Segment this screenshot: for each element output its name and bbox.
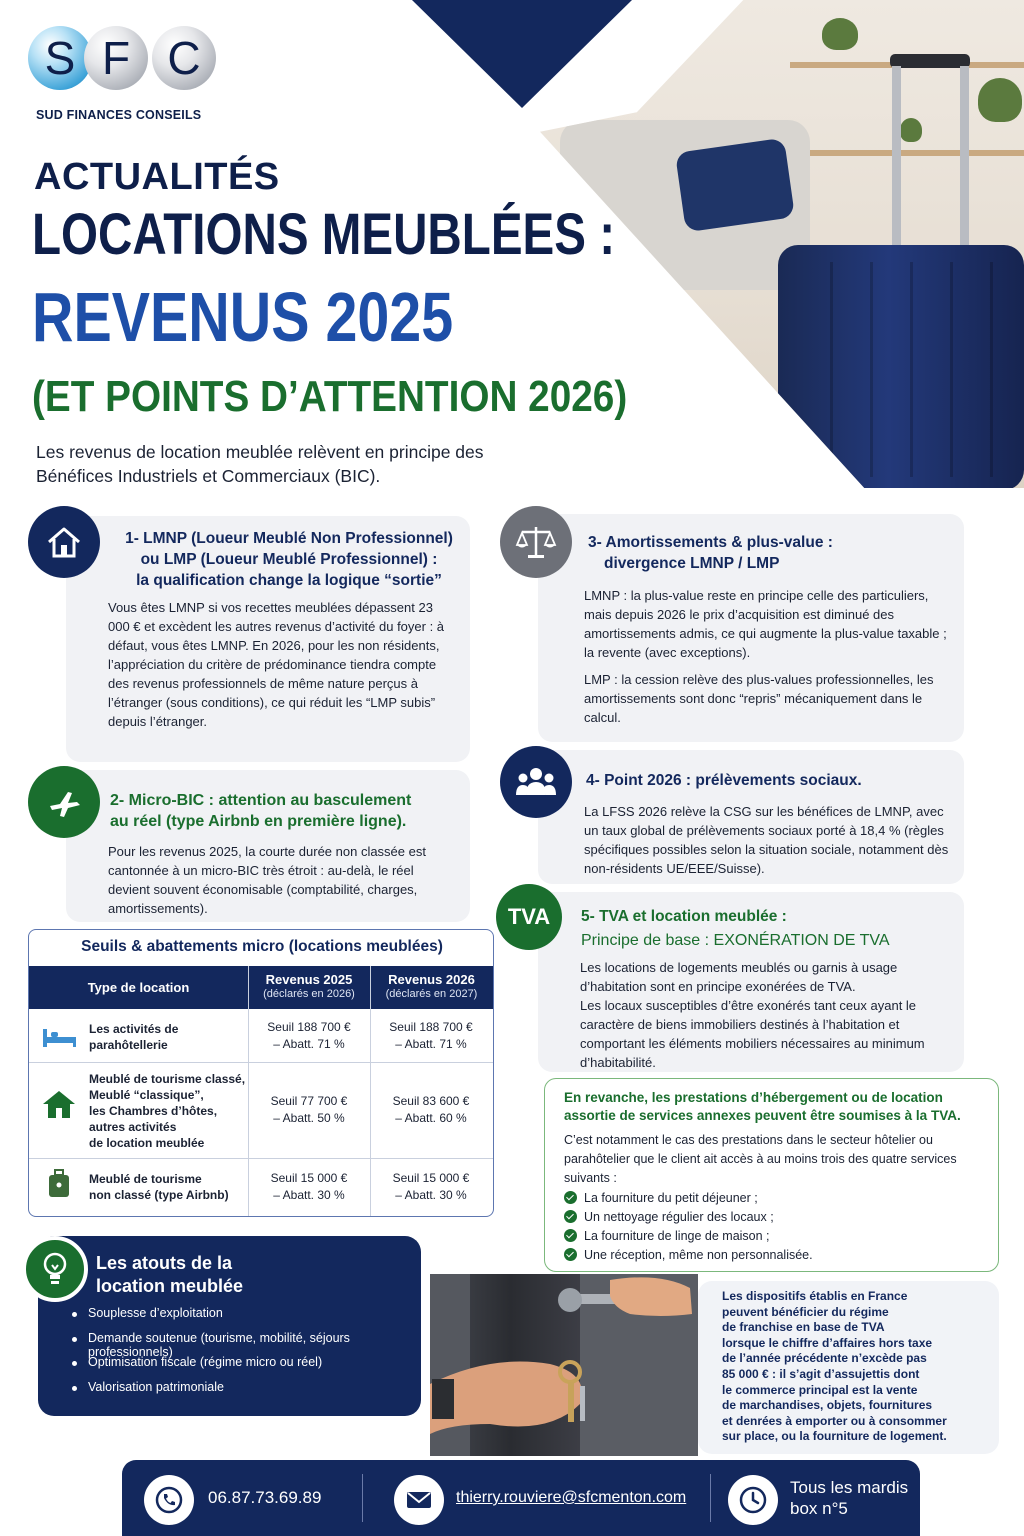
hand-key-illustration xyxy=(430,1274,698,1456)
header-sub: (déclarés en 2027) xyxy=(385,988,478,1000)
value-2025 xyxy=(248,1170,370,1204)
row-type xyxy=(89,1171,229,1203)
list-item xyxy=(564,1246,984,1265)
list-item: Optimisation fiscale (régime micro ou réel) xyxy=(88,1355,421,1380)
page-subtitle: (ET POINTS D’ATTENTION 2026) xyxy=(32,372,628,421)
lightbulb-icon xyxy=(22,1236,88,1302)
check-icon xyxy=(564,1191,577,1204)
services-list xyxy=(564,1189,984,1265)
decorative-triangle xyxy=(412,0,632,108)
value-line: – Abatt. 30 % xyxy=(273,1188,345,1202)
phone-icon xyxy=(144,1475,194,1525)
table-title: Seuils & abattements micro (locations meublées) xyxy=(81,938,443,955)
schedule xyxy=(790,1477,908,1519)
value-line: Seuil 15 000 € xyxy=(392,1171,470,1185)
suitcase-ridge xyxy=(990,262,993,477)
text-line: et denrées à emporter ou à consommer xyxy=(722,1413,947,1428)
suitcase-ridge xyxy=(830,262,833,477)
title-line: 2- Micro-BIC : attention au basculement xyxy=(110,792,412,809)
schedule-line: Tous les mardis xyxy=(790,1478,909,1497)
title-line: au réel (type Airbnb en première ligne). xyxy=(110,813,407,830)
text-line: Les dispositifs établis en France xyxy=(722,1289,908,1303)
item-label: Un nettoyage régulier des locaux ; xyxy=(584,1210,774,1224)
advantages-title xyxy=(96,1252,243,1298)
value-line: Seuil 188 700 € xyxy=(389,1020,473,1034)
brand-name: SUD FINANCES CONSEILS xyxy=(36,108,202,122)
footer-divider xyxy=(710,1474,711,1522)
type-line: de location meublée xyxy=(89,1136,205,1150)
logo xyxy=(28,26,228,96)
airplane-icon xyxy=(28,766,100,838)
check-icon xyxy=(564,1229,577,1242)
intro-text: Les revenus de location meublée relèvent en principe des Bénéfices Industriels et Commerciaux (BIC). xyxy=(36,442,484,486)
text-line: de franchise en base de TVA xyxy=(722,1320,885,1335)
advantages-list xyxy=(88,1306,421,1404)
paragraph: LMNP : la plus-value reste en principe celle des particuliers, mais depuis 2026 le prix d’acquisition est diminué des amortissements admis, ce qui augmente la plus-value taxable ; la revente (avec exceptions). xyxy=(584,588,947,660)
scale-icon xyxy=(500,506,572,578)
list-item: Valorisation patrimoniale xyxy=(88,1380,421,1405)
type-line: Les activités de xyxy=(89,1022,179,1036)
item-label: La fourniture du petit déjeuner ; xyxy=(584,1191,758,1205)
section-5-body xyxy=(580,958,940,1072)
text-line: de marchandises, objets, fournitures xyxy=(722,1398,933,1413)
franchise-text xyxy=(722,1289,992,1445)
footer-divider xyxy=(362,1474,363,1522)
heading-line: assortie de services annexes peuvent être soumises à la TVA. xyxy=(564,1108,961,1123)
header-2025 xyxy=(248,972,370,1002)
header-label: Revenus 2026 xyxy=(388,972,475,987)
value-line: Seuil 15 000 € xyxy=(270,1171,348,1185)
row-type xyxy=(89,1021,178,1053)
type-line: Meublé de tourisme xyxy=(89,1172,202,1186)
section-5-title xyxy=(581,906,951,951)
suitcase-handle-bar xyxy=(960,66,969,248)
section-2-title xyxy=(110,790,460,832)
check-icon xyxy=(564,1210,577,1223)
paragraph: LMP : la cession relève des plus-values professionnelles, les amortissements sont donc “repris” mécaniquement dans le calcul. xyxy=(584,672,934,725)
heading-line: En revanche, les prestations d’hébergement ou de location xyxy=(564,1090,943,1105)
list-item: Souplesse d’exploitation xyxy=(88,1306,421,1331)
section-1-card xyxy=(66,516,470,762)
suitcase-ridge xyxy=(950,262,953,477)
text-line: peuvent bénéficier du régime xyxy=(722,1304,889,1319)
table-header xyxy=(29,966,494,1009)
suitcase xyxy=(778,245,1024,488)
value-line: – Abatt. 71 % xyxy=(395,1037,467,1051)
phone-number[interactable]: 06.87.73.69.89 xyxy=(208,1488,322,1507)
value-line: Seuil 188 700 € xyxy=(267,1020,351,1034)
table-row xyxy=(29,1159,494,1217)
type-line: parahôtellerie xyxy=(89,1038,168,1052)
list-item xyxy=(564,1227,984,1246)
title-line: divergence LMNP / LMP xyxy=(604,555,780,572)
value-line: Seuil 83 600 € xyxy=(392,1094,470,1108)
suitcase-handle xyxy=(890,54,970,68)
section-1-body: Vous êtes LMNP si vos recettes meublées dépassent 23 000 € et excèdent les autres revenus d’activité du foyer : à défaut, vous êtes LMNP. En 2026, pour les non résidents, l’appréciation du critère de prédominance tiendra compte des revenus professionnels de même nature perçus à l’étranger (sous conditions), ce qui réduit les “LMP subis” depuis l’étranger. xyxy=(108,600,445,729)
value-line: – Abatt. 30 % xyxy=(395,1188,467,1202)
type-line: Meublé de tourisme classé, xyxy=(89,1072,246,1086)
bed-icon xyxy=(41,1021,77,1051)
title-line: ou LMP (Loueur Meublé Professionnel) : xyxy=(140,551,438,568)
row-type xyxy=(89,1071,245,1151)
table-row xyxy=(29,1009,494,1063)
value-2025 xyxy=(248,1093,370,1127)
section-4-body: La LFSS 2026 relève la CSG sur les bénéfices de LMNP, avec un taux global de prélèvements sociaux porté à 18,4 % (règles spécifiques possibles selon la situation sociale, notamment dès non-résidents UE/EEE/Suisse). xyxy=(584,804,949,876)
text-line: de l’année précédente n’excède pas xyxy=(722,1351,927,1366)
vat-services-body: C’est notamment le cas des prestations dans le secteur hôtelier ou parahôtelier que le client ait accès à au moins trois des quatre services suivants : xyxy=(564,1133,957,1185)
house-icon xyxy=(41,1089,77,1119)
suitcase-ridge xyxy=(910,262,913,477)
check-icon xyxy=(564,1248,577,1261)
plant-decoration xyxy=(978,78,1022,122)
text-line: sur place, ou la fourniture de logement. xyxy=(722,1429,947,1444)
suitcase-ridge xyxy=(870,262,873,477)
plant-decoration xyxy=(900,118,922,142)
section-2-body: Pour les revenus 2025, la courte durée non classée est cantonnée à un micro-BIC très étroit : au-delà, le réel devient souvent économisable (comptabilité, charges, amortissements). xyxy=(108,844,426,916)
value-2026 xyxy=(370,1093,492,1127)
vat-badge-label: TVA xyxy=(507,904,551,929)
section-3-body xyxy=(584,586,956,727)
page-title-year: REVENUS 2025 xyxy=(32,278,454,356)
kicker: ACTUALITÉS xyxy=(34,156,280,198)
advantages-panel xyxy=(38,1236,421,1416)
title-line: 5- TVA et location meublée : xyxy=(581,908,787,925)
title-line: location meublée xyxy=(96,1276,244,1296)
value-line: – Abatt. 60 % xyxy=(395,1111,467,1125)
type-line: les Chambres d’hôtes, xyxy=(89,1104,218,1118)
contact-footer xyxy=(122,1460,920,1536)
value-line: – Abatt. 50 % xyxy=(273,1111,345,1125)
paragraph: Les locaux susceptibles d’être exonérés tant ceux ayant le caractère de biens immobiliers destinés à l’habitation et comportant les éléments mobiliers nécessaires au minimum d’habitabilité. xyxy=(580,998,925,1070)
section-4-card xyxy=(538,750,964,884)
text-line: 85 000 € : il s’agit d’assujettis dont xyxy=(722,1366,920,1381)
title-line: 1- LMNP (Loueur Meublé Non Professionnel) xyxy=(125,530,453,547)
email-link[interactable]: thierry.rouviere@sfcmenton.com xyxy=(456,1489,687,1506)
value-line: Seuil 77 700 € xyxy=(270,1094,348,1108)
text-line: le commerce principal est la vente xyxy=(722,1382,918,1397)
item-label: Une réception, même non personnalisée. xyxy=(584,1248,813,1262)
shelf xyxy=(790,150,1024,156)
value-2026 xyxy=(370,1170,492,1204)
vat-services-box xyxy=(544,1078,999,1272)
type-line: Meublé “classique”, xyxy=(89,1088,204,1102)
list-item xyxy=(564,1208,984,1227)
section-5-card xyxy=(538,892,964,1072)
title-line: Les atouts de la xyxy=(96,1253,233,1273)
type-line: autres activités xyxy=(89,1120,177,1134)
logo-letter: C xyxy=(152,26,216,90)
section-4-title: 4- Point 2026 : prélèvements sociaux. xyxy=(586,772,862,789)
suitcase-handle-bar xyxy=(892,66,901,248)
table-row xyxy=(29,1063,494,1159)
type-line: non classé (type Airbnb) xyxy=(89,1188,229,1202)
luggage-icon xyxy=(41,1169,77,1199)
value-2026 xyxy=(370,1019,492,1053)
header-2026 xyxy=(370,972,493,1002)
section-2-card xyxy=(66,770,470,922)
section-1-title xyxy=(114,528,464,591)
title-line: 3- Amortissements & plus-value : xyxy=(588,534,833,551)
title-line: Principe de base : EXONÉRATION DE TVA xyxy=(581,932,890,949)
header-sub: (déclarés en 2026) xyxy=(263,988,355,1000)
key-photo xyxy=(430,1274,698,1456)
logo-letter: S xyxy=(28,26,92,90)
group-icon xyxy=(500,746,572,818)
mail-icon xyxy=(394,1475,444,1525)
section-3-title xyxy=(588,532,948,574)
clock-icon xyxy=(728,1475,778,1525)
plant-decoration xyxy=(822,18,858,50)
paragraph: Les locations de logements meublés ou garnis à usage d’habitation sont en principe exonérées de TVA. xyxy=(580,960,898,994)
logo-letter: F xyxy=(84,26,148,90)
text-line: lorsque le chiffre d’affaires hors taxe xyxy=(722,1335,933,1350)
item-label: La fourniture de linge de maison ; xyxy=(584,1229,770,1243)
list-item xyxy=(564,1189,984,1208)
value-line: – Abatt. 71 % xyxy=(273,1037,345,1051)
header-label: Revenus 2025 xyxy=(265,972,353,987)
schedule-line: box n°5 xyxy=(790,1499,848,1518)
house-icon xyxy=(28,506,100,578)
page-title: LOCATIONS MEUBLÉES : xyxy=(32,202,616,267)
vat-badge xyxy=(496,884,562,950)
pillow xyxy=(675,138,795,233)
thresholds-table xyxy=(28,929,494,1217)
header-type: Type de location xyxy=(87,980,190,995)
title-line: la qualification change la logique “sortie” xyxy=(136,572,442,589)
franchise-card xyxy=(698,1281,999,1454)
section-3-card xyxy=(538,514,964,742)
list-item: Demande soutenue (tourisme, mobilité, séjours professionnels) xyxy=(88,1331,421,1356)
vat-services-heading xyxy=(564,1089,984,1125)
value-2025 xyxy=(248,1019,370,1053)
